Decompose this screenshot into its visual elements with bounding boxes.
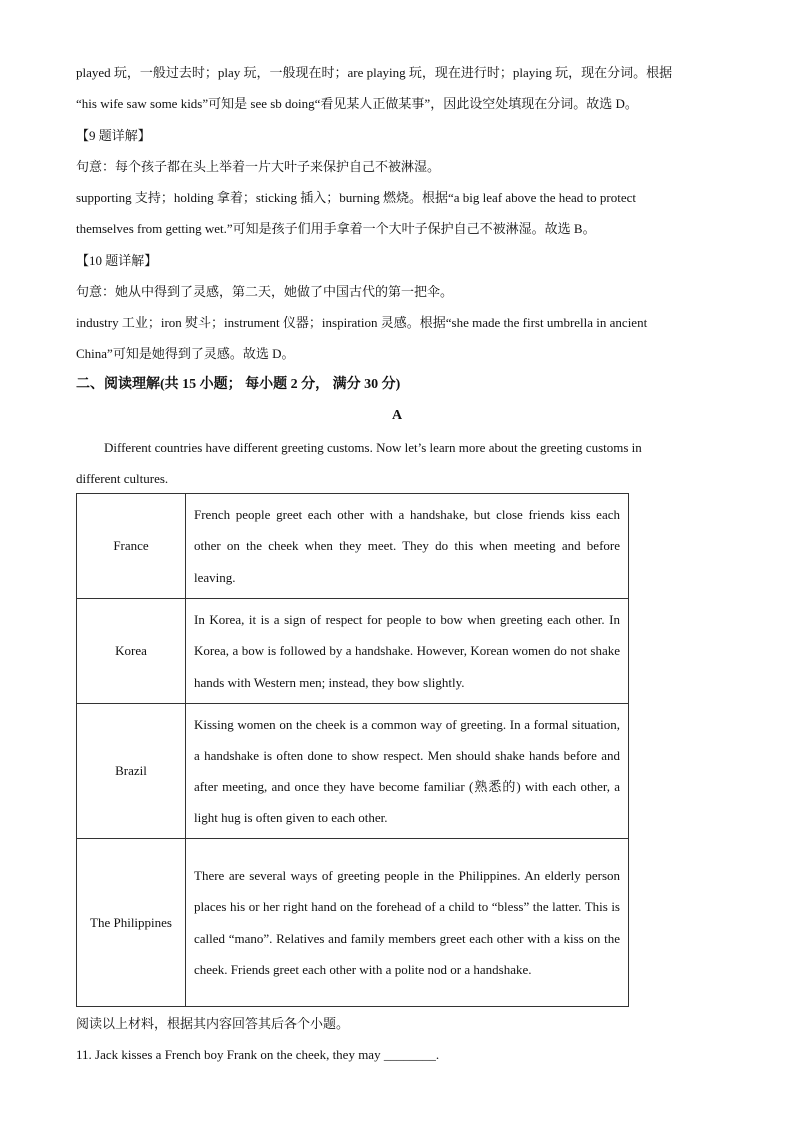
table-row (77, 494, 629, 599)
q10-meaning: 句意：她从中得到了灵感，第二天，她做了中国古代的第一把伞。 (76, 284, 454, 299)
country-cell: Korea (77, 599, 186, 704)
greeting-customs-table (76, 493, 629, 1007)
description-cell: Kissing women on the cheek is a common way of greeting. In a formal situation, a handshake is often done to show respect. Men should shake hands before and after meeting, and once they have become familiar (熟悉的) with each other, a light hug is often given to each other. (186, 704, 629, 839)
text-line: played 玩，一般过去时；play 玩，一般现在时；are playing 玩，现在进行时；playing 玩，现在分词。根据 (76, 65, 673, 80)
table-row (77, 599, 629, 704)
q10-explanation-line: industry 工业；iron 熨斗；instrument 仪器；inspiration 灵感。根据“she made the first umbrella in ancient (76, 315, 648, 330)
country-cell: The Philippines (77, 839, 186, 1007)
q9-meaning: 句意：每个孩子都在头上举着一片大叶子来保护自己不被淋湿。 (76, 159, 441, 174)
instruction-text: 阅读以上材料，根据其内容回答其后各个小题。 (76, 1016, 350, 1031)
country-cell: France (77, 494, 186, 599)
description-cell: There are several ways of greeting people in the Philippines. An elderly person places his or her right hand on the forehead of a child to “bless” the latter. This is called “mano”. Relatives and family members greet each other with a kiss on the cheek. Friends greet each other with a polite nod or a handshake. (186, 839, 629, 1007)
passage-intro: Different countries have different greeting customs. Now let’s learn more about the greeting customs in (104, 440, 642, 455)
q9-explanation-line: supporting 支持；holding 拿着；sticking 插入；burning 燃烧。根据“a big leaf above the head to protect (76, 190, 636, 205)
table-row (77, 839, 629, 1007)
q9-heading: 【9 题详解】 (76, 128, 151, 143)
country-cell: Brazil (77, 704, 186, 839)
q10-explanation-line: China”可知是她得到了灵感。故选 D。 (76, 346, 295, 361)
passage-intro: different cultures. (76, 471, 169, 486)
passage-letter: A (391, 408, 403, 423)
question-11: 11. Jack kisses a French boy Frank on the cheek, they may ________. (76, 1047, 440, 1062)
table-row (77, 704, 629, 839)
description-cell: French people greet each other with a handshake, but close friends kiss each other on the cheek when they meet. They do this when meeting and before leaving. (186, 494, 629, 599)
q10-heading: 【10 题详解】 (76, 253, 158, 268)
section-title: 二、阅读理解(共 15 小题； 每小题 2 分， 满分 30 分) (76, 377, 401, 392)
description-cell: In Korea, it is a sign of respect for people to bow when greeting each other. In Korea, a bow is followed by a handshake. However, Korean women do not shake hands with Western men; instead, they bow slightly. (186, 599, 629, 704)
text-line: “his wife saw some kids”可知是 see sb doing“看见某人正做某事”，因此设空处填现在分词。故选 D。 (76, 96, 638, 111)
q9-explanation-line: themselves from getting wet.”可知是孩子们用手拿着一个大叶子保护自己不被淋湿。故选 B。 (76, 221, 596, 236)
